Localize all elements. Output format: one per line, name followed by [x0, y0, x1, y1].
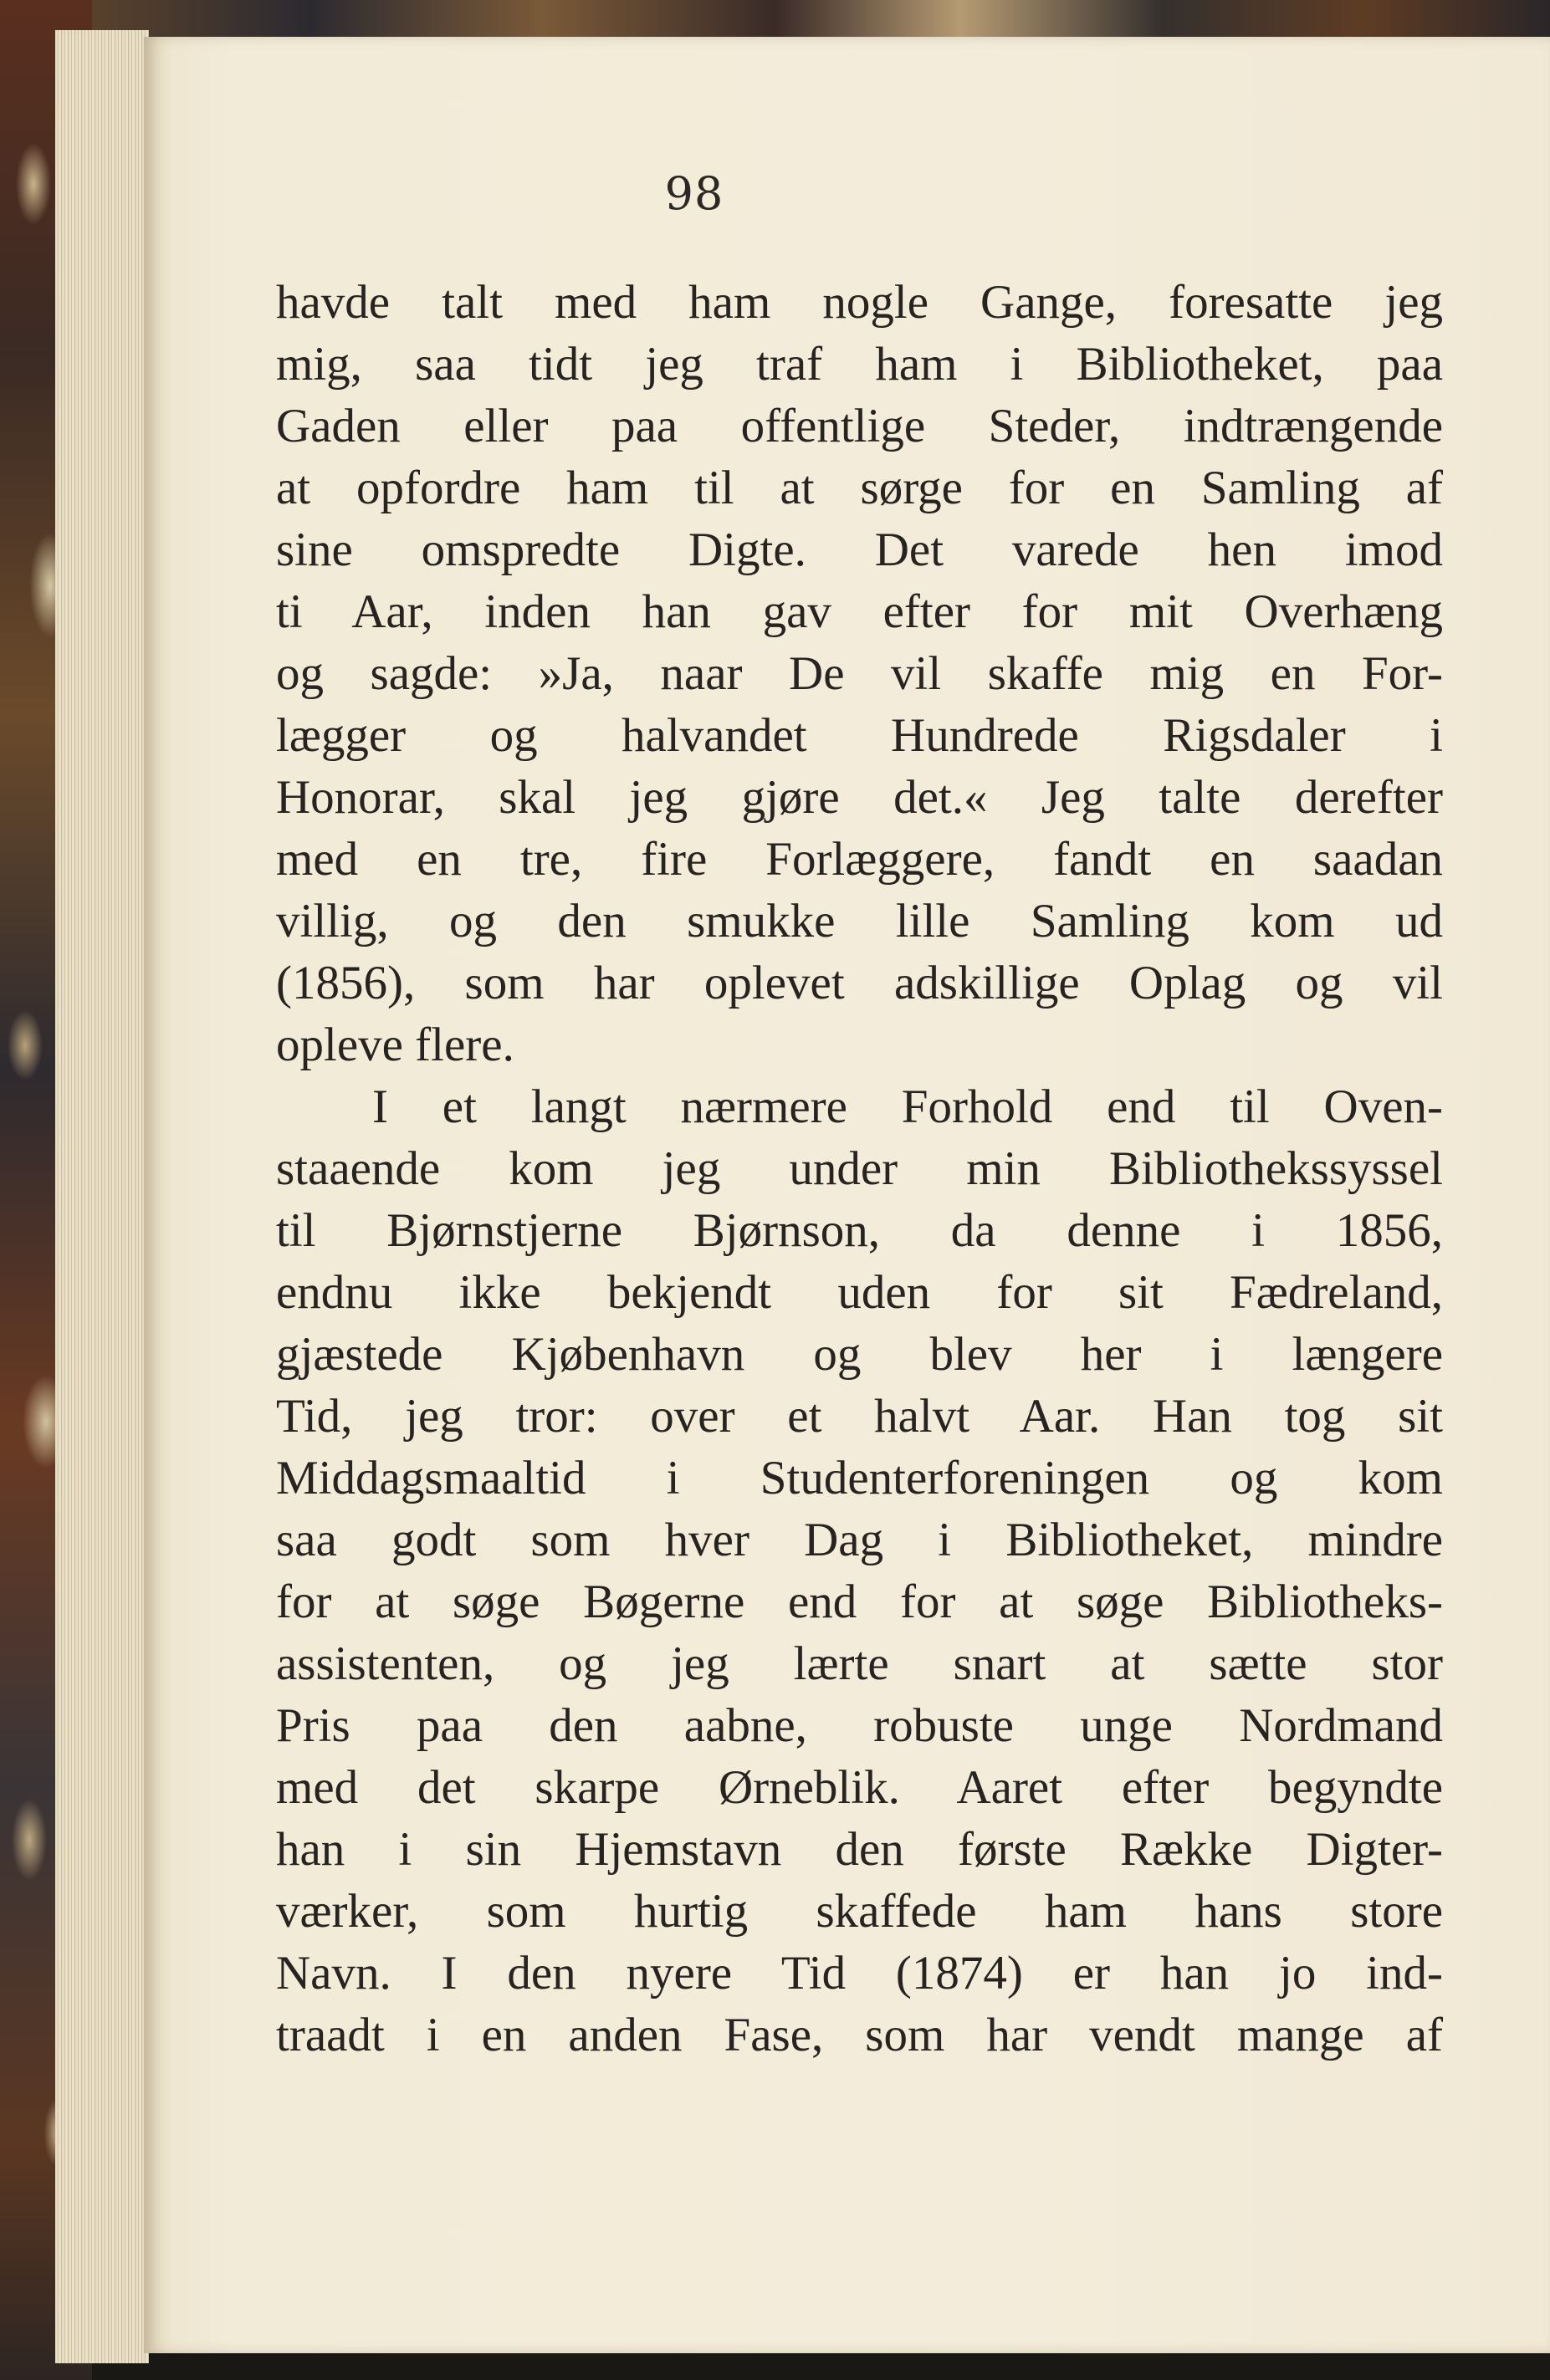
text-line: gjæstede Kjøbenhavn og blev her i længere: [276, 1328, 1443, 1381]
text-line: villig, og den smukke lille Samling kom ud: [276, 895, 1443, 947]
text-line: opleve flere.: [276, 1019, 514, 1071]
text-line: saa godt som hver Dag i Bibliotheket, mindre: [276, 1514, 1443, 1566]
text-line: Middagsmaaltid i Studenterforeningen og kom: [276, 1452, 1443, 1504]
paragraph-start-line: I et langt nærmere Forhold end til Oven-: [372, 1080, 1443, 1133]
text-line: og sagde: »Ja, naar De vil skaffe mig en For-: [276, 647, 1443, 700]
text-line: traadt i en anden Fase, som har vendt mange af: [276, 2009, 1443, 2061]
text-line: havde talt med ham nogle Gange, foresatte jeg: [276, 276, 1443, 329]
text-line: Navn. I den nyere Tid (1874) er han jo ind-: [276, 1947, 1443, 2000]
text-line: endnu ikke bekjendt uden for sit Fædreland,: [276, 1266, 1443, 1319]
text-line: Pris paa den aabne, robuste unge Nordmand: [276, 1699, 1443, 1752]
text-line: Tid, jeg tror: over et halvt Aar. Han tog sit: [276, 1390, 1443, 1443]
text-line: ti Aar, inden han gav efter for mit Overhæng: [276, 585, 1443, 638]
body-text: [276, 272, 1443, 2066]
page-number: 98: [664, 167, 724, 220]
text-line: til Bjørnstjerne Bjørnson, da denne i 1856,: [276, 1204, 1443, 1257]
text-line: at opfordre ham til at sørge for en Samling af: [276, 462, 1443, 514]
page-edges: [55, 30, 149, 2363]
text-line: sine omspredte Digte. Det varede hen imod: [276, 523, 1443, 576]
text-line: lægger og halvandet Hundrede Rigsdaler i: [276, 709, 1443, 762]
text-line: med det skarpe Ørneblik. Aaret efter begyndte: [276, 1761, 1443, 1814]
text-line: assistenten, og jeg lærte snart at sætte stor: [276, 1637, 1443, 1690]
text-line: værker, som hurtig skaffede ham hans store: [276, 1885, 1443, 1938]
book-top-edge: [0, 0, 1550, 40]
text-line: for at søge Bøgerne end for at søge Bibliotheks-: [276, 1576, 1443, 1628]
text-line: (1856), som har oplevet adskillige Oplag og vil: [276, 957, 1443, 1009]
text-line: staaende kom jeg under min Bibliothekssyssel: [276, 1142, 1443, 1195]
text-line: med en tre, fire Forlæggere, fandt en saadan: [276, 833, 1443, 886]
text-line: han i sin Hjemstavn den første Række Digter-: [276, 1823, 1443, 1876]
text-line: mig, saa tidt jeg traf ham i Bibliotheket, paa: [276, 338, 1443, 391]
text-line: Honorar, skal jeg gjøre det.« Jeg talte derefter: [276, 771, 1443, 824]
text-line: Gaden eller paa offentlige Steder, indtrængende: [276, 400, 1443, 452]
